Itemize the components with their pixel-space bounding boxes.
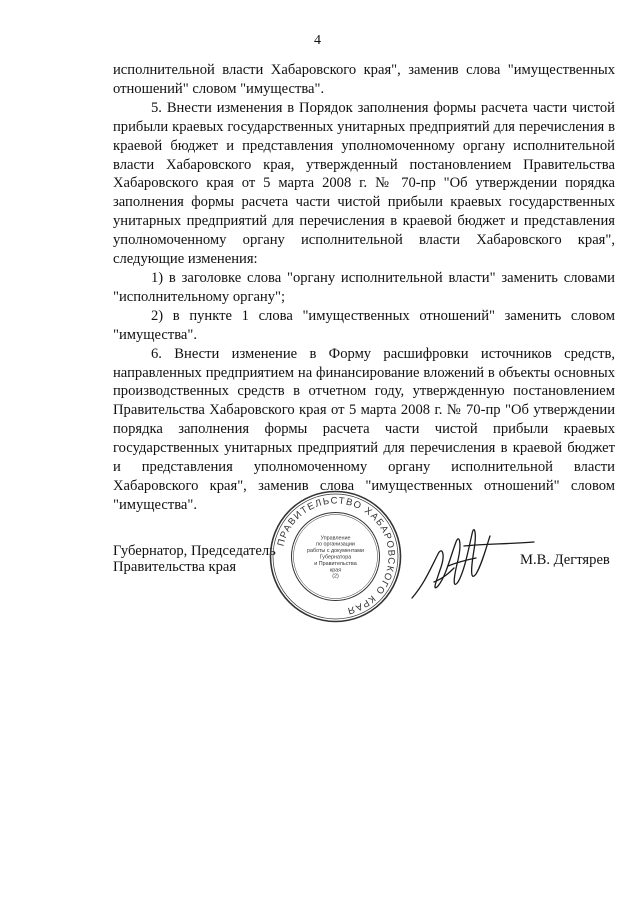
seal-center-line: (2): [332, 573, 339, 580]
seal-center-line: и Правительства: [314, 560, 357, 567]
signatory-position-line1: Губернатор, Председатель: [113, 543, 276, 559]
page-number: 4: [314, 33, 321, 48]
document-body: [113, 61, 615, 515]
seal-center-line: Губернатора: [319, 554, 352, 561]
handwritten-signature: [404, 512, 539, 607]
paragraph-subitem-2: 2) в пункте 1 слова "имущественных отношений" заменить словом "имущества".: [113, 307, 615, 343]
official-seal: [268, 489, 403, 624]
signatory-name: М.В. Дегтярев: [520, 552, 610, 568]
seal-center-line: края: [329, 567, 342, 574]
paragraph-continuation: исполнительной власти Хабаровского края", заменив слова "имущественных отношений" словом "имущества".: [113, 62, 615, 97]
seal-ring-text: ПРАВИТЕЛЬСТВО ХАБАРОВСКОГО КРАЯ: [275, 495, 397, 617]
paragraph-item-6: 6. Внести изменение в Форму расшифровки источников средств, направленных предприятием на финансирование вложений в объекты основных производственных средств в отчетном году, утвержденную постановлением Правительства Хабаровского края от 5 марта 2008 г. № 70-пр "Об утверждении порядка заполнения формы расчета части чистой прибыли краевых государственных унитарных предприятий для перечисления в краевой бюджет и представления уполномоченному органу исполнительной власти Хабаровского края", заменив слова "имущественных отношений" словом "имущества".: [113, 345, 615, 513]
seal-center-line: по организации: [316, 541, 355, 548]
paragraph-item-5: 5. Внести изменения в Порядок заполнения формы расчета части чистой прибыли краевых государственных унитарных предприятий для перечисления в краевой бюджет и представления уполномоченному органу исполнительной власти Хабаровского края, утвержденный постановлением Правительства Хабаровского края от 5 марта 2008 г. № 70-пр "Об утверждении порядка заполнения формы расчета части чистой прибыли краевых государственных унитарных предприятий для перечисления в краевой бюджет и представления уполномоченному органу исполнительной власти Хабаровского края", следующие изменения:: [113, 99, 615, 268]
seal-center-line: работы с документами: [307, 548, 364, 555]
paragraph-subitem-1: 1) в заголовке слова "органу исполнительной власти" заменить словами "исполнительному органу";: [113, 269, 615, 305]
signatory-position-line2: Правительства края: [113, 559, 237, 575]
signatory-position: [113, 543, 276, 575]
seal-center-line: Управление: [320, 535, 351, 542]
